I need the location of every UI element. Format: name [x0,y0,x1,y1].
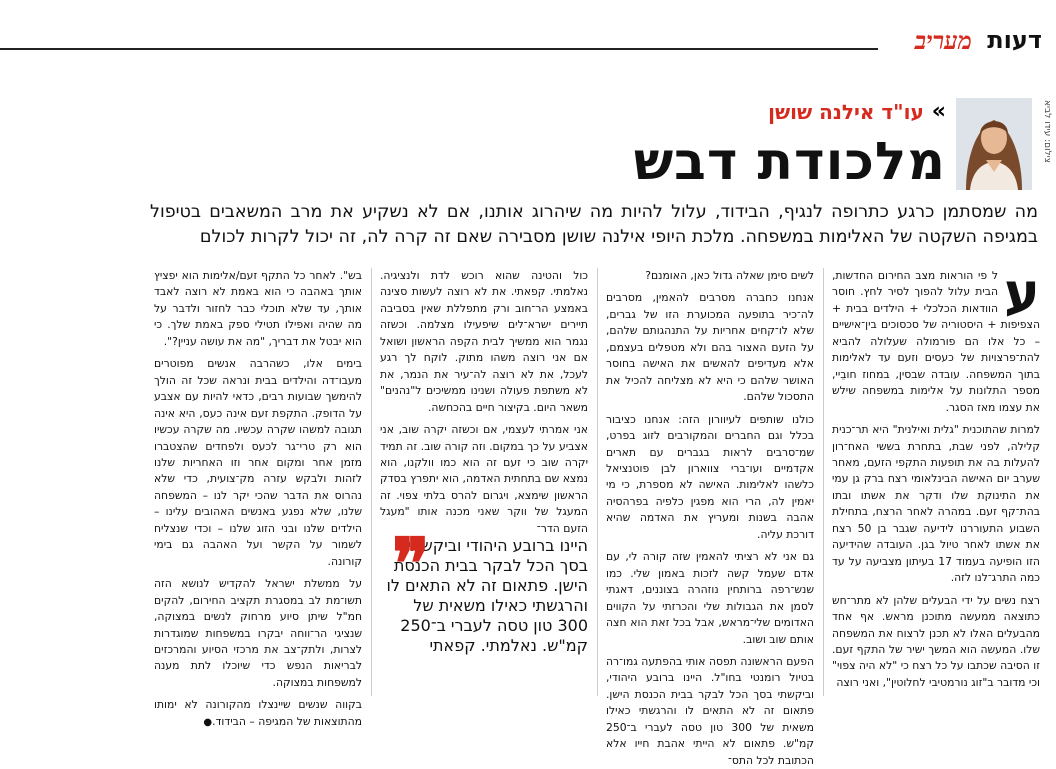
column-3 [380,268,588,696]
drop-cap: ע [1004,261,1040,324]
byline-arrow-icon: » [931,99,946,124]
page-header [0,0,1056,66]
paragraph: הפעם הראשונה תפסה אותי בהפתעה גמו־רה בטיול רומנטי בחו"ל. היינו ברובע היהודי, וביקשתי בסך הכל לבקר בבית הכנסת הישן. פתאום זה לא התאים לו והרגשתי כאילו משאית של 300 טון טסה לעברי ב־250 קמ"ש. פתאום לא הייתי אהבת חייו אלא הכתובת לכל התס־ [606,654,814,767]
paragraph [832,261,1040,416]
column-4 [154,268,362,728]
article-subtitle: מה שמסתמן כרגע כתרופה לנגיף, הבידוד, עלול להיות מה שיהרוג אותנו, אם לא נשקיע את מרב המשאבים בטיפול במגיפה השקטה של האלימות במשפחה. מלכת היופי אילנה שושן מסבירה שאם זה קרה לה, זה יכול לקרות לכולם [150,202,1038,247]
paragraph: בימים אלו, כשהרבה אנשים מפוטרים מעבו־דה והילדים בבית ונראה שכל זה הולך להימשך שבועות רבים, כדאי להיות עם אצבע על הדופק. התקפת זעם אינה כעס, היא אינה תגובה למשהו שקרה עכשיו. מה שקרה עכשיו הוא רק טרי־גר לכעס ולפחדים שהצטברו מזמן אחר ומקום אחר וזו האחריות שלנו לזהות ולבקש עזרה מק־צועית, כדי שלא נהרוס את הדבר שהכי יקר לנו – המשפחה שלנו, שלא נפגע באנשים האהובים עלינו – הילדים שלנו ובני הזוג שלנו – וכדי שנצליח לשמור על הקשר ועל האהבה גם בימי קורונה. [154,357,362,568]
paragraph-text: בקווה שנשים שיינצלו מהקורונה לא ימותו מהתוצאות של המגיפה – הבידוד. [154,698,362,728]
paragraph [154,697,362,731]
paragraph: לשים סימן שאלה גדול כאן, האומנם? [645,269,814,282]
section-title: דעות [987,26,1042,54]
paragraph: למרות שהתוכנית "גלית ואילנית" היא תר־כנית קלילה, לפני שבת, בתחרת בששי האח־רון להעלות בה את תופעות התקפי הזעם, מאחר שערב יום האישה הבינלאומי רצח ברק גן עמי את התינוקת שלו ודקר את אשתו ובתו בהת־קף זעם. במהרה לאחר הרצח, בתחילת השבוע התעוררנו לידיעה שגבר בן 50 רצח את אשתו לאחר טיול בגן. העובדה שהידיעה הזו הופיעה בעמוד 17 בעיתון מצביעה על עד כמה התרג־לנו לזה. [832,423,1040,585]
header-rule [0,48,878,50]
column-divider [597,268,598,696]
paragraph: כול והטינה שהוא רוכש לדת ולנציגיה. נאלמתי. קפאתי. את לא רוצה לעשות סצינה באמצע הר־חוב ורק מתפללת שאין בסביבה תיירים ישרא־לים שיפעילו מצלמה. וכשזה נגמר הוא ממשיך לבית הקפה הראשון ושואל אם אני רוצה משהו מתוק. לוקח לך רגע לעכל, את לא רוצה לה־עיר את הנמר, את לא משתפת פעולה ושנינו ממשיכים ל"נהנים" משאר היום. בקיצור חיים בהכחשה. [380,269,588,414]
end-mark-icon: ● [203,716,213,728]
pull-quote [380,522,588,656]
byline [768,100,946,124]
paragraph: כולנו שותפים לעיוורון הזה: אנחנו כציבור בכלל וגם החברים והמקורבים לזוג בפרט, שמ־סרבים לראות בגברים עם תארים אקדמיים ועו־ברי צווארון לבן פוטנציאל כלשהו לאלימות. האישה לא מספרת, כי מי יאמין לה, הרי הוא מפגין כלפיה בפרהסיה אהבה בשנות ומעריץ את האדמה שהיא דורכת עליה. [606,412,814,541]
column-1 [832,261,1040,696]
brand-logo: מעריב [914,26,972,55]
paragraph: רצח נשים על ידי הבעלים שלהן לא מתר־חש כתוצאה ממעשה מתוכנן מראש. אף אחד מהבעלים האלו לא תכנן לרצוח את המשפחה שלו. המעשה הוא המשך ישיר של התקף זעם. זו הסיבה שכתבו על כל רצח כי "לא היה צפוי" וכי מדובר ב"זוג נורמטיבי לחלוטין", ואני רוצה [832,593,1040,689]
quote-mark-icon: ❞ [392,522,430,605]
paragraph: אני אמרתי לעצמי, אם וכשזה יקרה שוב, אני אצביע על כך במקום. וזה קורה שוב. זה תמיד יקרה שוב כי זעם זה הוא כמו וולקנו, הוא נמצא שם בתחתית האדמה, הוא יתפרץ בסדק הראשון שימצא, ויגרום להרס בלתי צפוי. זה המעגל של ווקר שאני מכנה אותו "מעגל הזעם הדר־ [380,423,588,535]
article-title: מלכודת דבש [633,132,946,192]
paragraph: על ממשלת ישראל להקדיש לנושא הזה תשו־מת לב במסגרת תקציב החירום, להקים חמ"ל שיתן סיוע מרחוק לנשים במצוקה, שנציגי הר־ווחה יבקרו במשפחות שמוגדרות לצרות, ולתק־צב את מרכזי הסיוע והמרכזים לבריאות הנפש כדי שיוכלו לתת מענה למשפחות במצוקה. [154,577,362,689]
portrait-icon [956,98,1032,190]
article-body [116,261,1040,767]
column-divider [371,268,372,696]
paragraph-text: ל פי הוראות מצב החירום החדשות, הבית עלול להפוך לסיר לחץ. חוסר הוודאות הכלכלי + הילדים בבית + הצפיפות + היסטוריה של סכסוכים בין־אישיים – כל אלו הם פורמולה שעלולה להביא להת־פרצויות של כעסים וזעם עד לאלימות בתוך המשפחה. עובדה שבסין, במחוז חובֵיי, מספר התלונות על אלימות במשפחה שילש את עצמו מאז הסגר. [832,269,1040,414]
author-photo [956,98,1032,190]
column-divider [823,268,824,696]
paragraph: אנחנו כחברה מסרבים להאמין, מסרבים לה־כיר בתופעה המכוערת הזו של גברים, שלא לו־קחים אחריות על התנהגותם שלהם, על הזעם האצור בהם ולא מטפלים בעצמם, אלא מעדיפים להאשים את האישה בחוסר האושר שלהם כי היא לא מצליחה להכיל את התסכול שלהם. [606,291,814,404]
paragraph: גם אני לא רציתי להאמין שזה קורה לי, עם אדם שעמל קשה לזכות באמון שלי. כמו שנש־רפה ברותחין נוזהרה בצוננים, דאגתי לסמן את הגבולות שלי והכרזתי על הקווים האדומים שלי־מראש, אבל בכל זאת הוא חצה אותם שוב ושוב. [606,550,814,646]
pull-quote-text: היינו ברובע היהודי וביקשתי בסך הכל לבקר בבית הכנסת הישן. פתאום זה לא התאים לו והרגשתי כאילו משאית של 300 טון טסה לעברי ב־250 קמ"ש. נאלמתי. קפאתי [386,536,588,655]
paragraph: בש". לאחר כל התקף זעם/אלימות הוא יפציץ אותך באהבה כי הוא באמת לא רוצה לאבד אותך, עד שלא תוכלי כבר לחזור ולדבר על מה שהיה ואפילו תטילי ספק באמת שלך. כי הוא יבטל את דבריך, "מה את עושה עניין?". [154,269,362,348]
author-name: עו"ד אילנה שושן [768,100,924,124]
column-2 [606,268,814,767]
photo-credit: צילום: עידו לביא [1042,100,1052,164]
